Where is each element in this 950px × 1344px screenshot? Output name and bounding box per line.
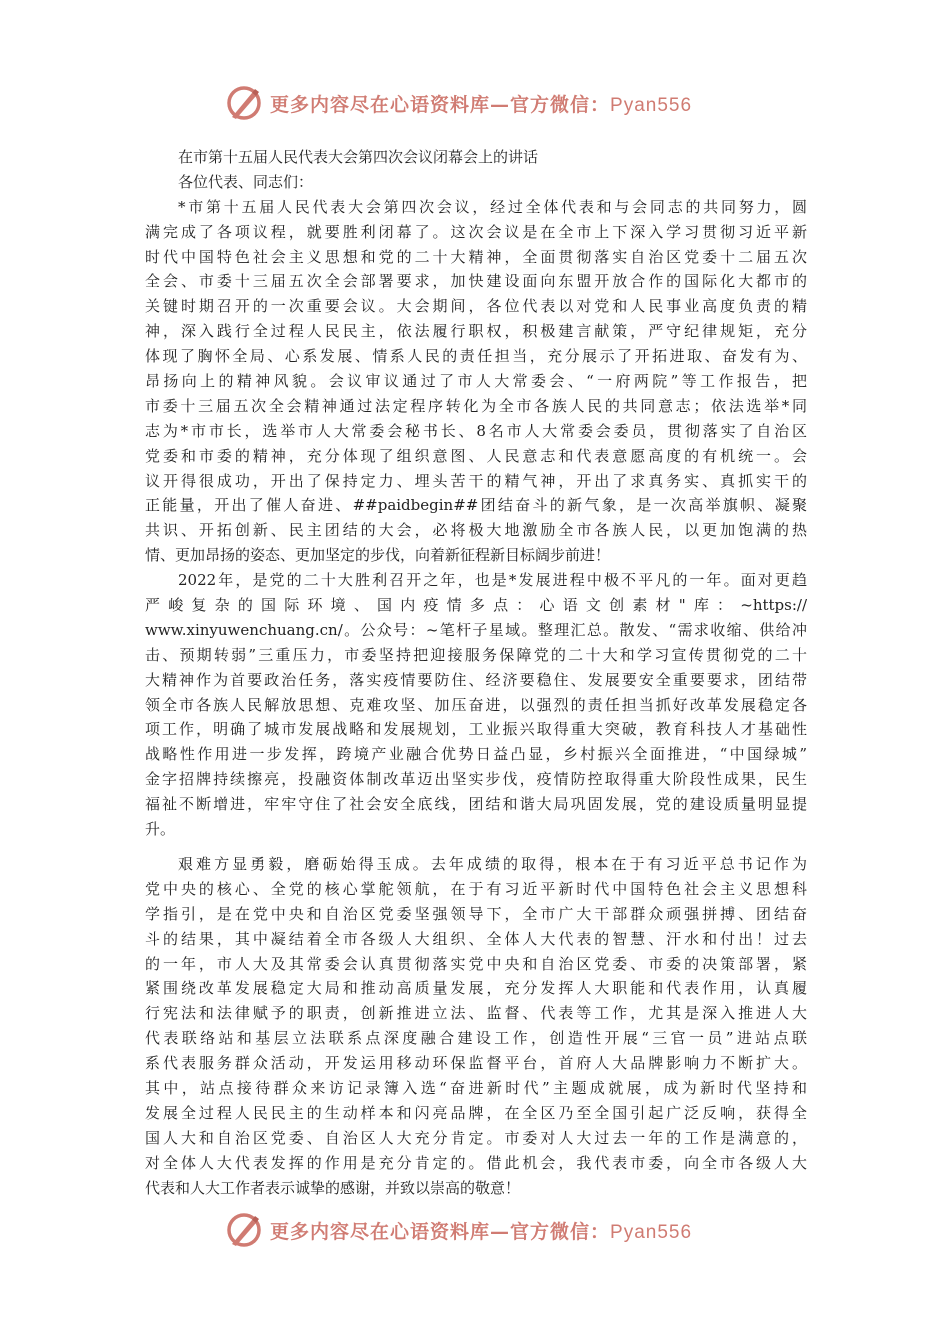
text-line: 艰难方显勇毅，磨砺始得玉成。去年成绩的取得，根本在于有习近平总书记作为 xyxy=(178,854,807,873)
text-line: 金字招牌持续擦亮，投融资体制改革迈出坚实步伐，疫情防控取得重大阶段性成果，民生 xyxy=(145,770,807,789)
text-line: 战略性作用进一步发挥，跨境产业融合优势日益凸显，乡村振兴全面推进，“中国绿城” xyxy=(145,745,807,764)
text-line: 严峻复杂的国际环境、国内疫情多点：心语文创素材"库：~https:// xyxy=(145,596,807,615)
text-line: 共识、开拓创新、民主团结的大会，必将极大地激励全市各族人民，以更加饱满的热 xyxy=(145,521,807,540)
header-banner xyxy=(224,83,692,123)
text-line: 全会、市委十三届五次全会部署要求，加快建设面向东盟开放合作的国际化大都市的 xyxy=(145,272,807,291)
banner-text xyxy=(270,1217,692,1244)
paragraph-1 xyxy=(145,195,807,568)
text-line: 满完成了各项议程，就要胜利闭幕了。这次会议是在全市上下深入学习贯彻习近平新 xyxy=(145,222,807,241)
paragraph-2 xyxy=(145,568,807,842)
text-line: 时代中国特色社会主义思想和党的二十大精神，全面贯彻落实自治区党委十二届五次 xyxy=(145,247,807,266)
text-line: 斗的结果，其中凝结着全市各级人大组织、全体人大代表的智慧、汗水和付出！过去 xyxy=(145,929,807,948)
text-line: 议开得很成功，开出了保持定力、埋头苦干的精气神，开出了求真务实、真抓实干的 xyxy=(145,471,807,490)
banner-label: 更多内容尽在心语资料库—官方微信： xyxy=(270,93,611,116)
banner-label: 更多内容尽在心语资料库—官方微信： xyxy=(270,1220,611,1243)
text-line: 正能量，开出了催人奋进、##paidbegin##团结奋斗的新气象，是一次高举旗帜、凝聚 xyxy=(145,496,807,515)
text-line: 情、更加昂扬的姿态、更加坚定的步伐，向着新征程新目标阔步前进！ xyxy=(145,546,611,565)
text-line: 神，深入践行全过程人民民主，依法履行职权，积极建言献策，严守纪律规矩，充分 xyxy=(145,322,807,341)
text-line: *市第十五届人民代表大会第四次会议，经过全体代表和与会同志的共同努力，圆 xyxy=(178,197,807,216)
banner-text xyxy=(270,90,692,117)
text-line: 升。 xyxy=(145,820,176,839)
text-line: www.xinyuwenchuang.cn/。公众号：~笔杆子星域。整理汇总。散发、“需求收缩、供给冲 xyxy=(145,620,807,639)
document-title: 在市第十五届人民代表大会第四次会议闭幕会上的讲话 xyxy=(178,148,539,166)
pen-logo-icon xyxy=(224,1210,264,1250)
text-line: 的一年，市人大及其常委会认真贯彻落实党中央和自治区党委、市委的决策部署，紧 xyxy=(145,954,807,973)
paragraph-gap xyxy=(145,842,807,852)
text-line: 紧围绕改革发展稳定大局和推动高质量发展，充分发挥人大职能和代表作用，认真履 xyxy=(145,979,807,998)
wechat-id: Pyan556 xyxy=(610,94,693,116)
text-line: 国人大和自治区党委、自治区人大充分肯定。市委对人大过去一年的工作是满意的， xyxy=(145,1128,807,1147)
paragraph-3 xyxy=(145,852,807,1200)
text-line: 市委十三届五次全会精神通过法定程序转化为全市各族人民的共同意志；依法选举*同 xyxy=(145,396,807,415)
text-line: 项工作，明确了城市发展战略和发展规划，工业振兴取得重大突破，教育科技人才基础性 xyxy=(145,720,807,739)
text-line: 对全体人大代表发挥的作用是充分肯定的。借此机会，我代表市委，向全市各级人大 xyxy=(145,1153,807,1172)
pen-logo-icon xyxy=(224,83,264,123)
text-line: 代表联络站和基层立法联系点深度融合建设工作，创造性开展“三官一员”进站点联 xyxy=(145,1029,807,1048)
text-line: 击、预期转弱”三重压力，市委坚持把迎接服务保障党的二十大和学习宣传贯彻党的二十 xyxy=(145,645,807,664)
text-line: 大精神作为首要政治任务，落实疫情要防住、经济要稳住、发展要安全重要要求，团结带 xyxy=(145,670,807,689)
text-line: 2022年，是党的二十大胜利召开之年，也是*发展进程中极不平凡的一年。面对更趋 xyxy=(178,571,807,590)
text-line: 体现了胸怀全局、心系发展、情系人民的责任担当，充分展示了开拓进取、奋发有为、 xyxy=(145,347,807,366)
text-line: 行宪法和法律赋予的职责，创新推进立法、监督、代表等工作，尤其是深入推进人大 xyxy=(145,1004,807,1023)
salutation: 各位代表、同志们： xyxy=(178,172,314,191)
text-line: 志为*市市长，选举市人大常委会秘书长、8名市人大常委会委员，贯彻落实了自治区 xyxy=(145,421,807,440)
text-line: 发展全过程人民民主的生动样本和闪亮品牌，在全区乃至全国引起广泛反响，获得全 xyxy=(145,1103,807,1122)
text-line: 系代表服务群众活动，开发运用移动环保监督平台，首府人大品牌影响力不断扩大。 xyxy=(145,1054,807,1073)
text-line: 其中，站点接待群众来访记录簿入选“奋进新时代”主题成就展，成为新时代坚持和 xyxy=(145,1078,807,1097)
text-line: 党委和市委的精神，充分体现了组织意图、人民意志和代表意愿高度的有机统一。会 xyxy=(145,446,807,465)
text-line: 昂扬向上的精神风貌。会议审议通过了市人大常委会、“一府两院”等工作报告，把 xyxy=(145,372,807,391)
text-line: 领全市各族人民解放思想、克难攻坚、加压奋进，以强烈的责任担当抓好改革发展稳定各 xyxy=(145,695,807,714)
text-line: 党中央的核心、全党的核心掌舵领航，在于有习近平新时代中国特色社会主义思想科 xyxy=(145,879,807,898)
text-line: 代表和人大工作者表示诚挚的感谢，并致以崇高的敬意！ xyxy=(145,1178,521,1197)
footer-banner xyxy=(224,1210,692,1250)
wechat-id: Pyan556 xyxy=(610,1221,693,1243)
text-line: 福祉不断增进，牢牢守住了社会安全底线，团结和谐大局巩固发展，党的建设质量明显提 xyxy=(145,795,807,814)
text-line: 关键时期召开的一次重要会议。大会期间，各位代表以对党和人民事业高度负责的精 xyxy=(145,297,807,316)
text-line: 学指引，是在党中央和自治区党委坚强领导下，全市广大干部群众顽强拼搏、团结奋 xyxy=(145,904,807,923)
document-body xyxy=(145,145,807,1200)
